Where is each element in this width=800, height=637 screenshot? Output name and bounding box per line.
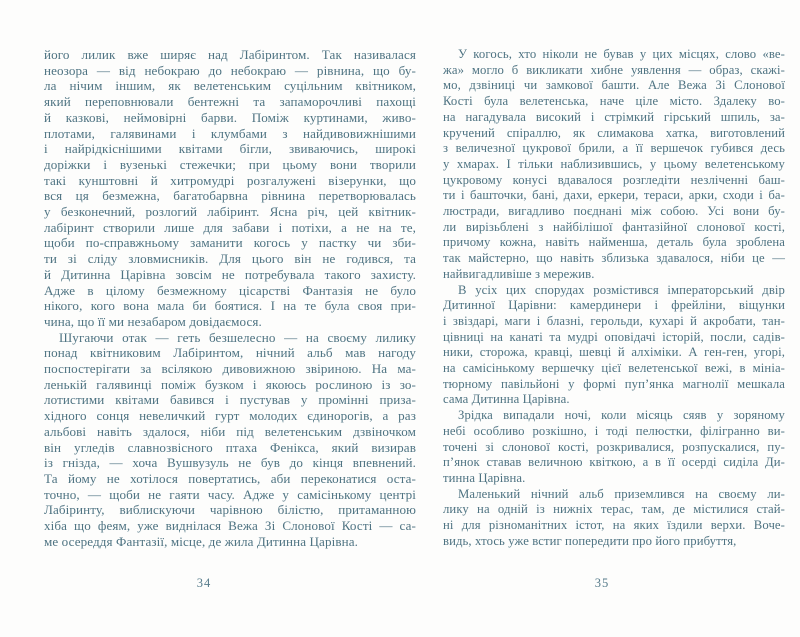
text-line: вся ця безмежна, багатобарвна рівнина перетворювалась	[44, 188, 416, 204]
text-line: ти і башточки, бані, дахи, еркери, тераси, арки, сходи і ба-	[443, 188, 785, 203]
text-line: у хмарах. І тільки наблизившись, у цьому велетенському	[443, 156, 785, 171]
text-line: ні для різноманітних істот, на яких їздили верхи. Воче-	[443, 518, 785, 533]
text-line: Зрідка випадали ночі, коли місяць сяяв у зоряному	[458, 408, 785, 423]
text-line: ли вирізьблені з найбілішої фантазійної слонової кості,	[443, 219, 785, 234]
text-line: із гнізда, — хоча Вушвузуль не був до кінця впевнений.	[44, 455, 416, 471]
page-right	[400, 0, 800, 637]
text-line: цукровому конусі вдавалося розгледіти незліченні баш-	[443, 172, 785, 187]
text-line: і звіздарі, маги і блазні, герольди, кухарі й акробати, тан-	[443, 313, 785, 328]
text-line: такі кунштовні й хитромудрі розгалужені візерунки, що	[44, 172, 416, 188]
text-line: цівниці на канаті та мудрі оповідачі історій, посли, садів-	[443, 329, 785, 344]
text-line: Та йому не хотілося повертатись, аби переконатися оста-	[44, 470, 416, 486]
text-line: на самісінькому вершечку цієї велетенської вежі, в мініа-	[443, 361, 785, 376]
text-line: люстради, вигадливо поєднані між собою. Усі вони бу-	[443, 204, 785, 219]
text-line: лотистими квітами бавився і пустував у промінні приза-	[44, 392, 416, 408]
text-line: Кості була велетенська, наче ціле місто. Здалеку во-	[443, 94, 785, 109]
text-line: найвигадливіше з мережив.	[443, 266, 595, 281]
text-line: й Дитинна Царівна зовсім не потребувала такого захисту.	[44, 266, 416, 282]
text-line: Шугаючи отак — геть безшелесно — на своєму лилику	[59, 329, 416, 345]
text-line: тинна Царівна.	[443, 470, 526, 485]
text-line: ники, сторожа, кравці, шевці й алхіміки. А ген-ген, угорі,	[443, 345, 785, 360]
text-line: кручений спіраллю, як слимакова хатка, виготовлений	[443, 125, 785, 140]
page-left-number: 34	[196, 576, 212, 590]
text-line: альбові навіть здалося, ніби під велетенським дзвіночком	[44, 423, 416, 439]
text-line: Адже в цілому безмежному цісарстві Фантазія не було	[44, 282, 416, 298]
text-line: чина, що її ми незабаром довідаємося.	[44, 313, 262, 329]
text-line: плотами, галявинами і клумбами з найдивовижнішими	[44, 125, 416, 141]
text-line: причому кожна, навіть найменша, деталь була зроблена	[443, 235, 785, 250]
text-line: лабіринт створили лише для забави і потіхи, а не на те,	[44, 219, 416, 235]
text-line: В усіх цих спорудах розмістився імператорський двір	[458, 282, 785, 297]
text-line: небі особливо розкішно, і тоді пелюстки, філігранно ви-	[443, 423, 785, 438]
text-line: поспостерігати за всілякою дивовижною звіриною. На ма-	[44, 361, 416, 377]
text-line: ти зі сліду зловмисників. Для цього він не годився, та	[44, 251, 416, 267]
text-line: нікого, кого вона мала би боятися. І на те була своя при-	[44, 298, 416, 314]
text-line: понад квітниковим Лабіринтом, нічний альб мав нагоду	[44, 345, 416, 361]
page-right-text	[443, 47, 785, 550]
text-line: доріжки і вузенькі стежечки; при цьому вони творили	[44, 156, 416, 172]
text-line: мо, дзвіниці чи замкової башти. Але Вежа Зі Слонової	[443, 78, 785, 93]
text-line: ме осереддя Фантазії, місце, де жила Дитинна Царівна.	[44, 533, 359, 549]
text-line: Дитинної Царівни: камердинери і фрейліни, віщунки	[443, 298, 785, 313]
text-line: у безконечний, розлогий лабіринт. Ясна річ, цей квітник-	[44, 204, 416, 220]
text-line: точені зі слонової кості, розкривалися, розпускалися, пу-	[443, 439, 785, 454]
text-line: тюрному павільйоні у формі пуп’янка магнолії мешкала	[443, 376, 785, 391]
text-line: ла нічим іншим, як велетенським суцільним квітником,	[44, 78, 416, 94]
text-line: який переповнювали бентежні та запаморочливі пахощі	[44, 94, 416, 110]
text-line: сама Дитинна Царівна.	[443, 392, 570, 407]
text-line: й казкові, неймовірні барви. Поміж куртинами, живо-	[44, 109, 416, 125]
text-line: і найрідкіснішими квітами бігли, звиваючись, широкі	[44, 141, 416, 157]
text-line: Лабіринту, виблискуючи чарівною білістю, притаманною	[44, 502, 416, 518]
text-line: жа» могло б викликати хибне уявлення — образ, скажі-	[443, 62, 785, 77]
page-right-number: 35	[594, 576, 610, 590]
text-line: з величезної цукрової брили, а її вершечок губився десь	[443, 141, 785, 156]
page-left-text	[44, 47, 416, 550]
text-line: його лилик вже ширяє над Лабіринтом. Так називалася	[44, 47, 416, 62]
text-line: на нагадувала високий і стрімкий гірський шпиль, за-	[443, 109, 785, 124]
text-line: хідного сонця невеличкий гурт молодих єдинорогів, а раз	[44, 408, 416, 424]
text-line: ленькій галявинці поміж бузком і якоюсь рослиною із зо-	[44, 376, 416, 392]
text-line: У когось, хто ніколи не бував у цих місцях, слово «ве-	[458, 47, 785, 61]
text-line: хіба що феям, уже виднілася Вежа Зі Слонової Кості — са-	[44, 518, 416, 534]
text-line: Маленький нічний альб приземлився на своєму ли-	[458, 486, 785, 501]
text-line: так майстерно, що навіть зблизька здавалося, ніби це —	[443, 251, 785, 266]
text-line: щоби по-справжньому заманити когось у пастку чи зби-	[44, 235, 416, 251]
text-line: неозора — від небокраю до небокраю — рівнина, що бу-	[44, 62, 416, 78]
text-line: точно, — щоби не гаяти часу. Адже у самісінькому центрі	[44, 486, 416, 502]
text-line: п’янок ставав величною квіткою, а в її осерді сиділа Ди-	[443, 455, 785, 470]
text-line: він угледів славнозвісного птаха Фенікса, який визирав	[44, 439, 416, 455]
text-line: лику на одній із нижніх терас, там, де містилися стай-	[443, 502, 785, 517]
text-line: видь, хтось уже встиг попередити про його прибуття,	[443, 533, 737, 548]
